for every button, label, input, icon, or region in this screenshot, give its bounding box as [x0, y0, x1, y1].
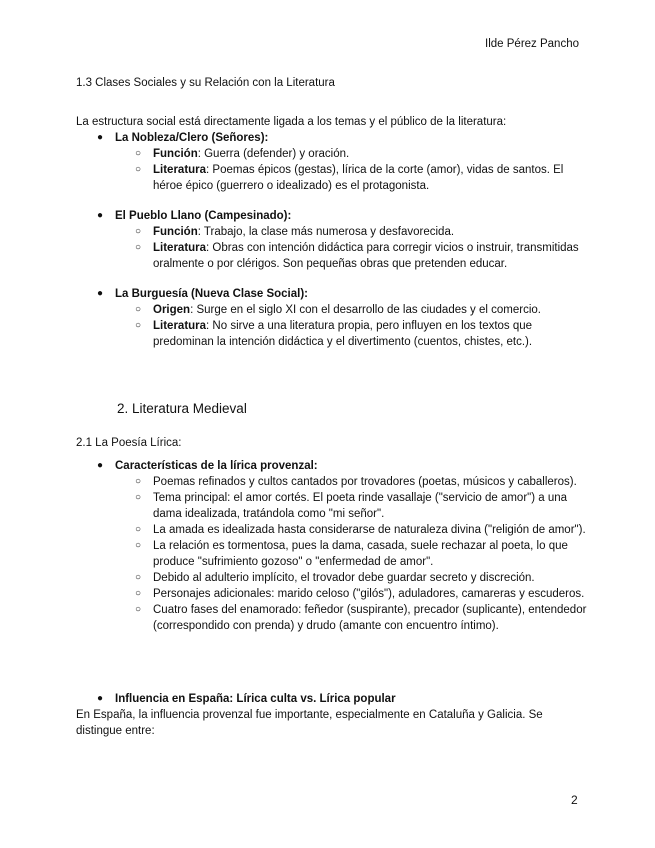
item-text: Poemas refinados y cultos cantados por trovadores (poetas, músicos y caballeros).: [153, 476, 577, 488]
class-group-nobleza: [97, 130, 587, 194]
circle-bullet-icon: ○: [135, 164, 142, 175]
group-title: Características de la lírica provenzal:: [115, 460, 318, 472]
item-text: : Surge en el siglo XI con el desarrollo de las ciudades y el comercio.: [190, 304, 541, 316]
item-label: Origen: [153, 304, 191, 316]
social-classes-list: [97, 130, 587, 350]
list-item: [135, 586, 587, 602]
closing-paragraph: En España, la influencia provenzal fue importante, especialmente en Cataluña y Galicia. Se distingue entre:: [76, 709, 543, 737]
item-text: : Poemas épicos (gestas), lírica de la corte (amor), vidas de santos. El héroe épico (guerrero o idealizado) es el protagonista.: [153, 164, 564, 192]
bullet-icon: ●: [97, 288, 104, 299]
bullet-icon: ●: [97, 693, 104, 704]
item-label: Literatura: [153, 242, 207, 254]
class-group-title: El Pueblo Llano (Campesinado):: [115, 210, 292, 222]
influencia-list: [97, 691, 587, 707]
list-item: [135, 318, 587, 350]
circle-bullet-icon: ○: [135, 492, 142, 503]
section-1-3-title: 1.3 Clases Sociales y su Relación con la Literatura: [76, 77, 335, 89]
circle-bullet-icon: ○: [135, 524, 142, 535]
class-group-title: La Burguesía (Nueva Clase Social):: [115, 288, 309, 300]
item-text: La relación es tormentosa, pues la dama, casada, suele rechazar al poeta, lo que produce "sufrimiento gozoso" o "enfermedad de amor".: [153, 540, 568, 568]
item-label: Literatura: [153, 320, 207, 332]
list-item: [135, 538, 587, 570]
list-item: [135, 224, 587, 240]
bullet-icon: ●: [97, 132, 104, 143]
list-item: [135, 240, 587, 272]
circle-bullet-icon: ○: [135, 604, 142, 615]
circle-bullet-icon: ○: [135, 242, 142, 253]
item-text: La amada es idealizada hasta considerarse de naturaleza divina ("religión de amor").: [153, 524, 586, 536]
class-group-pueblo: [97, 208, 587, 272]
section-1-3-intro: La estructura social está directamente ligada a los temas y el público de la literatura:: [76, 116, 507, 128]
bullet-icon: ●: [97, 460, 104, 471]
class-group-title: La Nobleza/Clero (Señores):: [115, 132, 269, 144]
list-item: [135, 522, 587, 538]
page-number: 2: [571, 793, 578, 807]
lirica-provenzal-list: [97, 458, 587, 634]
circle-bullet-icon: ○: [135, 320, 142, 331]
list-item: [135, 490, 587, 522]
item-text: Cuatro fases del enamorado: feñedor (suspirante), precador (suplicante), entendedor (correspondido con prenda) y drudo (amante con encuentro íntimo).: [153, 604, 587, 632]
author-header: Ilde Pérez Pancho: [485, 38, 579, 50]
item-text: Personajes adicionales: marido celoso ("gilós"), aduladores, camareras y escuderos.: [153, 588, 585, 600]
item-text: : Trabajo, la clase más numerosa y desfavorecida.: [197, 226, 455, 238]
circle-bullet-icon: ○: [135, 540, 142, 551]
item-text: Tema principal: el amor cortés. El poeta rinde vasallaje ("servicio de amor") a una dama idealizada, tratándola como "mi señor".: [153, 492, 568, 520]
item-text: Debido al adulterio implícito, el trovador debe guardar secreto y discreción.: [153, 572, 535, 584]
group-caracteristicas: [97, 458, 587, 634]
circle-bullet-icon: ○: [135, 588, 142, 599]
group-influencia: [97, 691, 587, 707]
list-item: [135, 146, 587, 162]
list-item: [135, 602, 587, 634]
group-title: Influencia en España: Lírica culta vs. Lírica popular: [115, 693, 396, 705]
list-item: [135, 162, 587, 194]
item-text: : No sirve a una literatura propia, pero influyen en los textos que predominan la intención didáctica y el divertimento (cuentos, chistes, etc.).: [153, 320, 533, 348]
list-item: [135, 474, 587, 490]
item-label: Función: [153, 148, 198, 160]
bullet-icon: ●: [97, 210, 104, 221]
circle-bullet-icon: ○: [135, 476, 142, 487]
list-item: [135, 570, 587, 586]
item-text: : Guerra (defender) y oración.: [197, 148, 350, 160]
item-label: Literatura: [153, 164, 207, 176]
circle-bullet-icon: ○: [135, 226, 142, 237]
section-2-title: 2. Literatura Medieval: [117, 401, 247, 416]
section-2-1-title: 2.1 La Poesía Lírica:: [76, 437, 182, 449]
circle-bullet-icon: ○: [135, 148, 142, 159]
item-label: Función: [153, 226, 198, 238]
circle-bullet-icon: ○: [135, 572, 142, 583]
item-text: : Obras con intención didáctica para corregir vicios o instruir, transmitidas oralmente o por clérigos. Son pequeñas obras que pretenden educar.: [153, 242, 579, 270]
class-group-burguesia: [97, 286, 587, 350]
list-item: [135, 302, 587, 318]
circle-bullet-icon: ○: [135, 304, 142, 315]
